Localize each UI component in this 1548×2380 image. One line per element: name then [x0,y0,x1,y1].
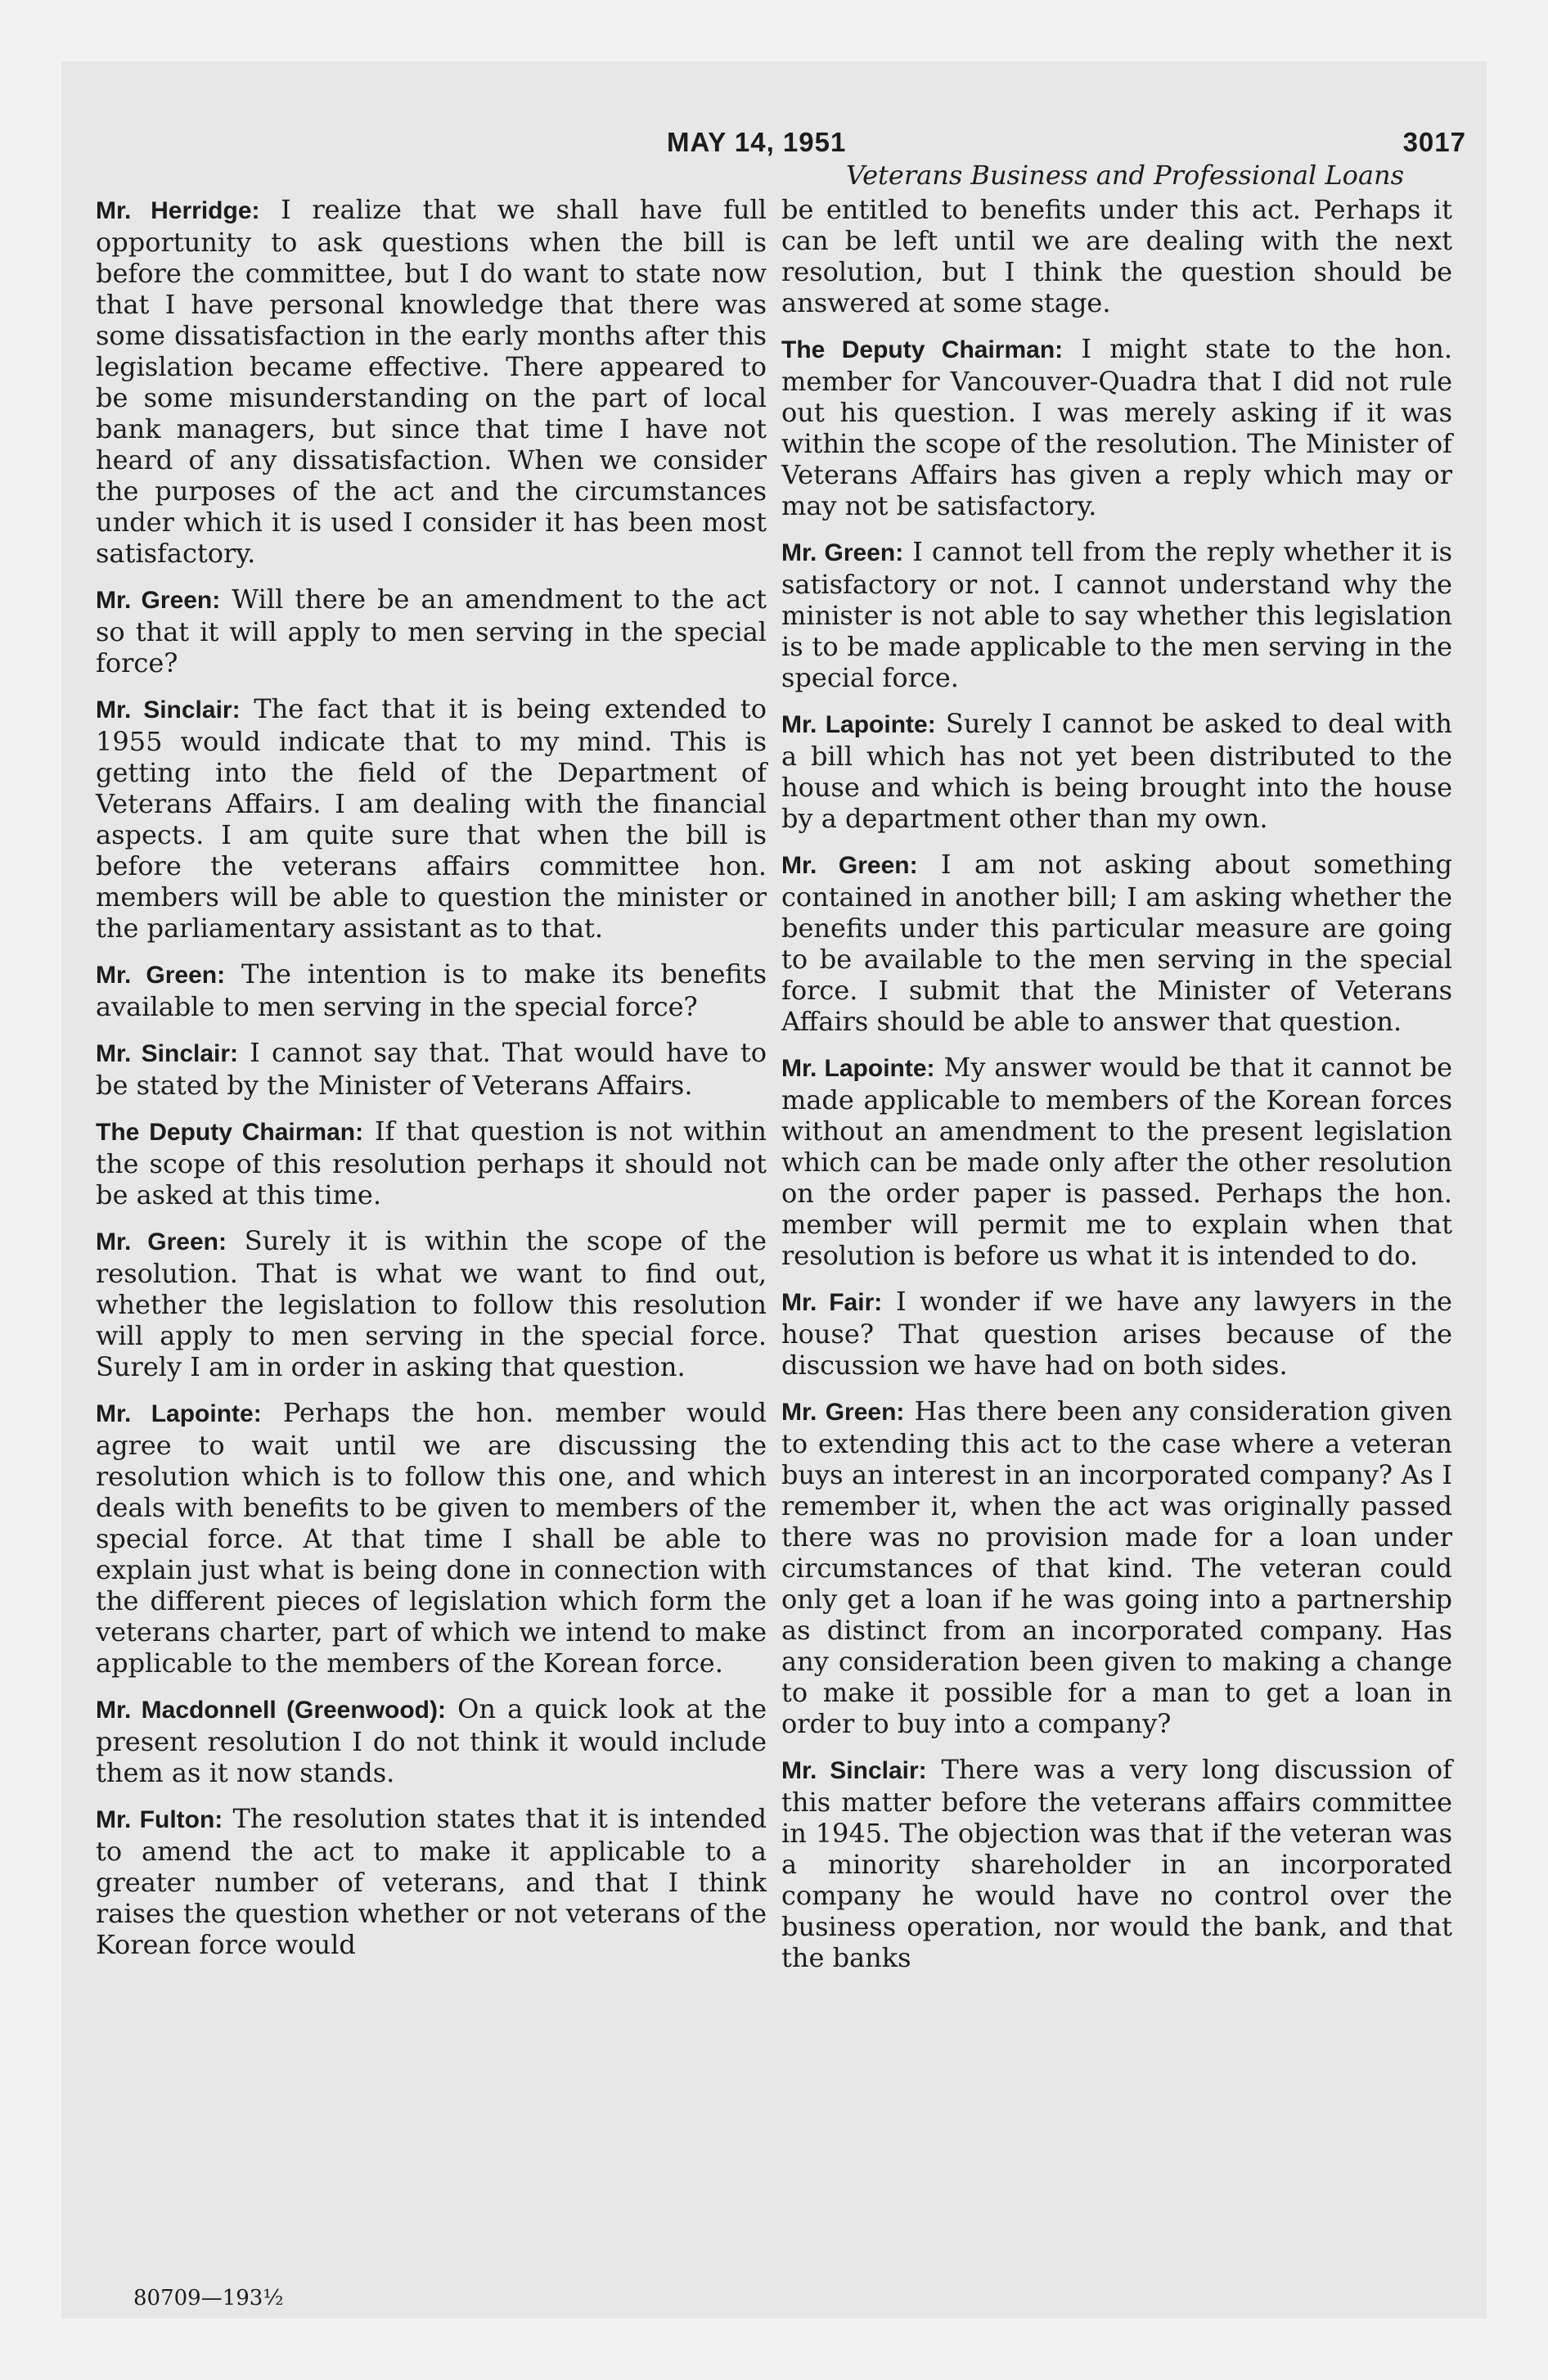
speaker-name: Mr. Macdonnell (Greenwood): [96,1697,446,1724]
speaker-name: Mr. Fair: [781,1289,883,1316]
paragraph [781,536,1452,693]
footer-code: 80709—193½ [133,2286,284,2310]
paragraph [781,1286,1452,1381]
paragraph [781,1395,1452,1739]
paragraph-text: I might state to the hon. member for Vancouver-Quadra that I did not rule out his question. I was merely asking if it was within the scope of the resolution. The Minister of Veterans Affairs has given a reply which may or may not be satisfactory. [781,333,1453,521]
paragraph [96,1116,767,1210]
speaker-name: Mr. Green: [96,587,221,614]
paragraph-text: I cannot tell from the reply whether it is satisfactory or not. I cannot understand why the minister is not able to say whether this legislation is to be made applicable to the men serving in the special force. [781,536,1453,693]
speaker-name: Mr. Lapointe: [781,1055,935,1082]
paragraph [96,693,767,944]
speaker-name: Mr. Green: [781,539,904,566]
paragraph [96,584,767,678]
paragraph-text: I realize that we shall have full opportunity to ask questions when the bill is before the committee, but I do want to state now that I have personal knowledge that there was some dissatisfaction in the early months after this legislation became effective. There appeared to be some misunderstanding on the part of local bank managers, but since that time I have not heard of any dissatisfaction. When we consider the purposes of the act and the circumstances under which it is used I consider it has been most satisfactory. [96,194,767,569]
paragraph [96,958,767,1022]
right-column [781,194,1452,1988]
speaker-name: Mr. Sinclair: [96,696,241,723]
paragraph [96,1037,767,1101]
paragraph [781,849,1452,1037]
paragraph-text: I wonder if we have any lawyers in the house? That question arises because of the discussion we have had on both sides. [781,1286,1452,1381]
paragraph-text: The intention is to make its benefits available to men serving in the special force? [96,958,767,1022]
paragraph [781,333,1452,521]
page-number: 3017 [1402,127,1466,157]
paragraph-text: Will there be an amendment to the act so that it will apply to men serving in the special force? [96,584,767,678]
speaker-name: Mr. Lapointe: [781,711,936,738]
left-column [96,194,767,1975]
paragraph [96,1693,767,1788]
paragraph-text: Surely I cannot be asked to deal with a bill which has not yet been distributed to the house and which is being brought into the house by a department other than my own. [781,708,1453,834]
paragraph [96,1225,767,1382]
speaker-name: Mr. Green: [781,1399,905,1426]
paragraph [781,1754,1452,1973]
speaker-name: Mr. Green: [781,852,918,879]
paragraph-text: I am not asking about something contained in another bill; I am asking whether the benefits under this particular measure are going to be available to the men serving in the special force. I submit that the Minister of Veterans Affairs should be able to answer that question. [781,849,1453,1037]
document-page [61,61,1487,2319]
paragraph [96,194,767,569]
speaker-name: The Deputy Chairman: [96,1119,364,1146]
paragraph-text: Perhaps the hon. member would agree to wait until we are discussing the resolution which is to follow this one, and which deals with benefits to be given to members of the special force. At that time I shall be able to explain just what is being done in connection with the different pieces of legislation which form the veterans charter, part of which we intend to make applicable to the members of the Korean force. [96,1397,767,1679]
paragraph-text: be entitled to benefits under this act. Perhaps it can be left until we are dealing with the next resolution, but I think the question should be answered at some stage. [781,194,1452,318]
speaker-name: Mr. Lapointe: [96,1400,262,1427]
paragraph [781,708,1452,834]
paragraph-text: If that question is not within the scope of this resolution perhaps it should not be asked at this time. [96,1116,767,1210]
speaker-name: Mr. Fulton: [96,1806,223,1833]
header-date: MAY 14, 1951 [667,127,847,157]
paragraph-text: Has there been any consideration given to extending this act to the case where a veteran buys an interest in an incorporated company? As I remember it, when the act was originally passed there was no provision made for a loan under circumstances of that kind. The veteran could only get a loan if he was going into a partnership as distinct from an incorporated company. Has any consideration been given to making a change to make it possible for a man to get a loan in order to buy into a company? [781,1395,1453,1739]
paragraph [96,1803,767,1960]
paragraph-text: The resolution states that it is intended to amend the act to make it applicable to a greater number of veterans, and that I think raises the question whether or not veterans of the Korean force would [96,1803,767,1960]
paragraph-text: I cannot say that. That would have to be stated by the Minister of Veterans Affairs. [96,1037,767,1101]
paragraph [781,1052,1452,1271]
paragraph [781,194,1452,318]
running-title: Veterans Business and Professional Loans [845,160,1405,191]
speaker-name: The Deputy Chairman: [781,336,1064,363]
speaker-name: Mr. Green: [96,1228,227,1255]
paragraph-text: There was a very long discussion of this matter before the veterans affairs committee in 1945. The objection was that if the veteran was a minority shareholder in an incorporated company he would have no control over the business operation, nor would the bank, and that the banks [781,1754,1453,1973]
speaker-name: Mr. Sinclair: [781,1757,927,1784]
speaker-name: Mr. Herridge: [96,197,260,224]
paragraph [96,1397,767,1679]
paragraph-text: The fact that it is being extended to 1955 would indicate that to my mind. This is getting into the field of the Department of Veterans Affairs. I am dealing with the financial aspects. I am quite sure that when the bill is before the veterans affairs committee hon. members will be able to question the minister or the parliamentary assistant as to that. [96,693,767,944]
paragraph-text: On a quick look at the present resolution I do not think it would include them as it now stands. [96,1693,767,1788]
paragraph-text: Surely it is within the scope of the resolution. That is what we want to find out, whether the legislation to follow this resolution will apply to men serving in the special force. Surely I am in order in asking that question. [96,1225,767,1382]
speaker-name: Mr. Sinclair: [96,1040,239,1067]
speaker-name: Mr. Green: [96,962,226,989]
paragraph-text: My answer would be that it cannot be made applicable to members of the Korean forces without an amendment to the present legislation which can be made only after the other resolution on the order paper is passed. Perhaps the hon. member will permit me to explain when that resolution is before us what it is intended to do. [781,1052,1453,1271]
